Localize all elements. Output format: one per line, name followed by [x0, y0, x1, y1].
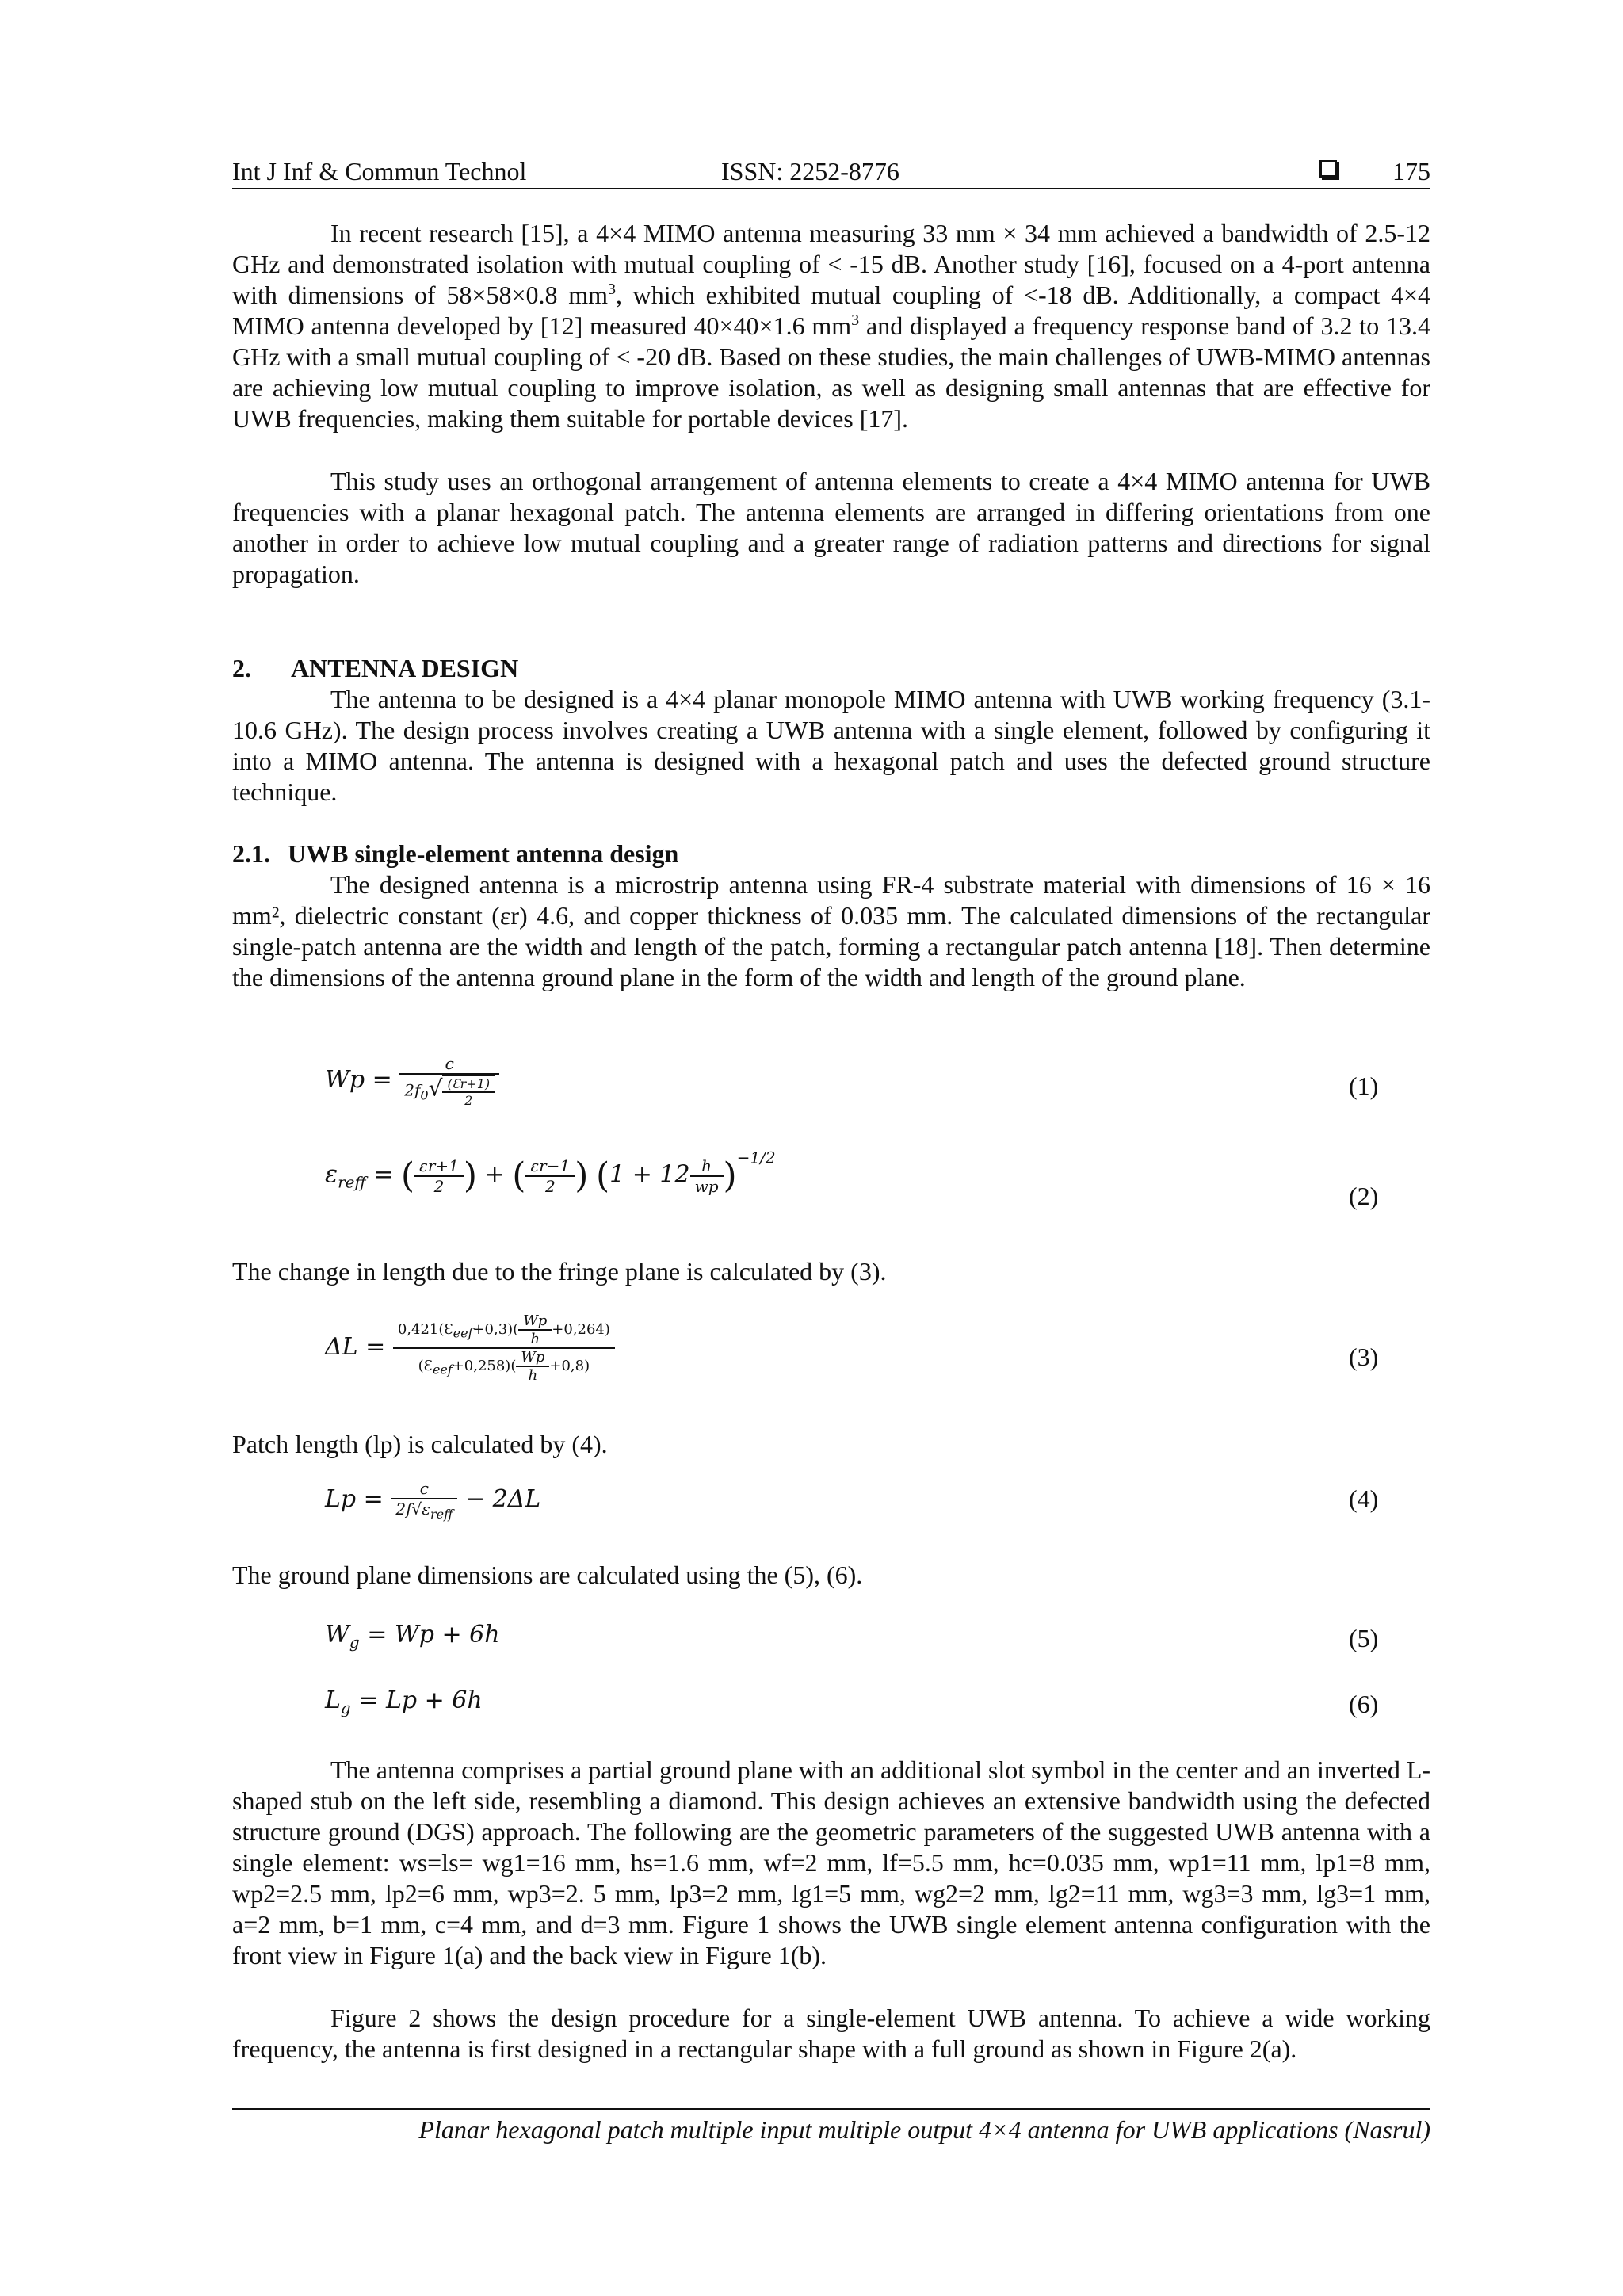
- geometry-paragraph: The antenna comprises a partial ground plane with an additional slot symbol in the center and an inverted L-shaped stub on the left side, resembling a diamond. This design achieves an extensive bandwidth using the defected structure ground (DGS) approach. The following are the geometric parameters of the suggested UWB antenna with a single element: ws=ls= wg1=16 mm, hs=1.6 mm, wf=2 mm, lf=5.5 mm, hc=0.035 mm, wp1=11 mm, lp1=8 mm, wp2=2.5 mm, lp2=6 mm, wp3=2. 5 mm, lp3=2 mm, lg1=5 mm, wg2=2 mm, lg2=11 mm, wg3=3 mm, lg3=1 mm, a=2 mm, b=1 mm, c=4 mm, and d=3 mm. Figure 1 shows the UWB single element antenna configuration with the front view in Figure 1(a) and the back view in Figure 1(b).: [232, 1755, 1431, 1969]
- equation-2: $\varepsilon_{reff}$ = ( $\frac{\varepsilon r+1}{2}$ ) + ( $\frac{\varepsilon r-1}{2}$ ) (1 + 12 $\frac{h}{wp}$ )$^{-1/2}$: [325, 1148, 776, 1196]
- eq1-sqrt-fraction: [442, 1075, 495, 1108]
- eq4-fraction: [391, 1479, 457, 1522]
- section-heading: [232, 653, 518, 684]
- eq2-t2-den: 2: [544, 1176, 556, 1196]
- eq1-numerator: c: [399, 1054, 499, 1075]
- equation-4-label: (4): [1349, 1484, 1379, 1513]
- eq1-sqrt-num: (Ɛr+1): [442, 1076, 495, 1093]
- eq3-den-inner-fraction: [516, 1349, 549, 1384]
- eq1-lhs: Wp =: [325, 1066, 392, 1094]
- equation-4: [325, 1479, 540, 1522]
- eq6-rhs: = Lp + 6h: [358, 1687, 483, 1714]
- eq6-lhs-sub: g: [340, 1698, 351, 1717]
- eq3-den-sub: eef: [432, 1362, 453, 1377]
- equation-6: [325, 1687, 483, 1717]
- sqrt-symbol: √: [428, 1075, 443, 1102]
- eq2-t3-num: h: [690, 1156, 724, 1177]
- eq3-fraction: [393, 1312, 615, 1384]
- equation-2-label: (2): [1349, 1182, 1379, 1210]
- eq3-lhs: ΔL =: [325, 1333, 386, 1361]
- intro-p1-c: and displayed a frequency response band of 3.2 to 13.4 GHz with a small mutual coupling of < -20 dB. Based on these studies, the main challenges of UWB-MIMO antennas are achieving low mutual coupling to improve isolation, as well as designing small antennas that are effective for UWB frequencies, making them suitable for portable devices [17].: [232, 311, 1431, 433]
- eq1-den-sub: 0: [420, 1087, 429, 1103]
- eq4-radicand-base: ε: [422, 1499, 430, 1519]
- superscript-3: 3: [851, 311, 860, 329]
- eq3-num-inner-fraction: [518, 1312, 552, 1347]
- eq1-denominator: [399, 1075, 499, 1108]
- eq4-numerator: c: [391, 1479, 457, 1499]
- figure2-paragraph: Figure 2 shows the design procedure for a single-element UWB antenna. To achieve a wide working frequency, the antenna is first designed in a rectangular shape with a full ground as shown in Figure 2(a).: [232, 2004, 1430, 2063]
- eq4-lhs: Lp =: [325, 1485, 384, 1513]
- intro-paragraph-2: This study uses an orthogonal arrangement of antenna elements to create a 4×4 MIMO antenna for UWB frequencies with a planar hexagonal patch. The antenna elements are arranged in differing orientations from one another in order to achieve low mutual coupling and a greater range of radiation patterns and directions for signal propagation.: [232, 467, 1430, 588]
- eq4-radicand-sub: reff: [430, 1507, 453, 1522]
- intro-p1-a: In recent research [15], a 4×4 MIMO antenna measuring 33 mm × 34 mm achieved a bandwidth of 2.5-12 GHz and demonstrated isolation with mutual coupling of < -15 dB. Another study [16], focused on a 4-port antenna with dimensions of 58×58×0.8 mm: [232, 219, 1430, 309]
- eq1-den-prefix: 2f: [404, 1080, 421, 1100]
- eq3-denominator: [393, 1349, 615, 1384]
- eq4-intro-text: Patch length (lp) is calculated by (4).: [232, 1430, 608, 1458]
- eq3-den-c: +0,8): [549, 1358, 590, 1374]
- eq2-exponent: −1/2: [736, 1148, 776, 1167]
- journal-name: Int J Inf & Commun Technol: [232, 157, 527, 185]
- eq4-tail: − 2ΔL: [464, 1485, 541, 1513]
- eq3-den-b: +0,258)(: [452, 1358, 517, 1374]
- subsection-heading: [232, 839, 678, 869]
- eq2-t3-prefix: 1 + 12: [609, 1160, 690, 1189]
- equation-3-label: (3): [1349, 1343, 1379, 1371]
- subsection-number: 2.1.: [232, 839, 270, 868]
- eq2-t3-den: wp: [694, 1176, 719, 1196]
- eq5-lhs-sub: g: [349, 1633, 360, 1652]
- intro-paragraph-1: [232, 218, 1430, 434]
- page-number: 175: [1392, 157, 1430, 185]
- eq1-fraction: [399, 1054, 499, 1108]
- eq6-lhs: L: [325, 1687, 341, 1714]
- eq2-plus: +: [484, 1160, 505, 1189]
- subsection-title: UWB single-element antenna design: [288, 839, 679, 868]
- eq2-term1: [414, 1156, 464, 1196]
- equation-1-label: (1): [1349, 1072, 1379, 1100]
- eq3-num-a: 0,421(Ɛ: [397, 1321, 453, 1338]
- equation-6-label: (6): [1349, 1690, 1379, 1718]
- sqrt-symbol: √: [411, 1499, 422, 1519]
- subsection-paragraph-1: The designed antenna is a microstrip antenna using FR-4 substrate material with dimensions of 16 × 16 mm², dielectric constant (εr) 4.6, and copper thickness of 0.035 mm. The calculated dimensions of the rectangular single-patch antenna are the width and length of the patch, forming a rectangular patch antenna [18]. Then determine the dimensions of the antenna ground plane in the form of the width and length of the ground plane.: [232, 870, 1430, 991]
- eq4-denominator: [391, 1499, 457, 1522]
- eq5-lhs: W: [325, 1621, 349, 1648]
- eq3-den-inner-num: Wp: [516, 1349, 549, 1367]
- eq3-den-a: (Ɛ: [418, 1358, 433, 1374]
- eq2-lhs: ε: [325, 1160, 338, 1189]
- eq56-intro-text: The ground plane dimensions are calculated using the (5), (6).: [232, 1561, 863, 1589]
- section-number: 2.: [232, 654, 251, 682]
- superscript-3: 3: [607, 281, 616, 298]
- eq4-radicand: [422, 1498, 453, 1522]
- eq2-term2: [525, 1156, 575, 1196]
- eq2-term3: [690, 1156, 724, 1196]
- eq3-den-inner-den: h: [528, 1367, 538, 1384]
- section-title: ANTENNA DESIGN: [291, 654, 519, 682]
- square-bullet-icon: [1319, 160, 1337, 178]
- equation-5: [325, 1621, 500, 1652]
- eq3-intro-text: The change in length due to the fringe plane is calculated by (3).: [232, 1257, 887, 1286]
- eq3-num-sub: eef: [453, 1325, 473, 1341]
- eq4-den-prefix: 2f: [395, 1499, 412, 1519]
- running-footer: Planar hexagonal patch multiple input multiple output 4×4 antenna for UWB applications (Nasrul): [418, 2115, 1430, 2144]
- eq3-num-inner-num: Wp: [518, 1312, 552, 1331]
- section2-paragraph: The antenna to be designed is a 4×4 planar monopole MIMO antenna with UWB working frequency (3.1-10.6 GHz). The design process involves creating a UWB antenna with a single element, followed by configuring it into a MIMO antenna. The antenna is designed with a hexagonal patch and uses the defected ground structure technique.: [232, 685, 1430, 806]
- eq5-rhs: = Wp + 6h: [367, 1621, 500, 1648]
- intro-p1-b: , which exhibited mutual coupling of <-18 dB. Additionally, a compact 4×4 MIMO antenna developed by [12] measured 40×40×1.6 mm: [232, 281, 1431, 340]
- equation-3: [325, 1312, 615, 1384]
- eq2-t2-num: εr−1: [525, 1156, 575, 1177]
- eq3-num-b: +0,3)(: [472, 1321, 519, 1338]
- equation-5-label: (5): [1349, 1624, 1379, 1652]
- eq3-num-inner-den: h: [530, 1331, 540, 1347]
- equation-1: [325, 1054, 499, 1108]
- eq2-t1-num: εr+1: [414, 1156, 464, 1177]
- header-rule: [232, 188, 1430, 189]
- footer-rule: [232, 2108, 1430, 2110]
- eq1-sqrt-den: 2: [464, 1093, 473, 1108]
- eq2-t1-den: 2: [433, 1176, 445, 1196]
- eq3-num-c: +0,264): [552, 1321, 610, 1338]
- eq3-numerator: [393, 1312, 615, 1349]
- eq2-lhs-sub: reff: [338, 1172, 366, 1192]
- issn: ISSN: 2252-8776: [721, 157, 899, 185]
- eq2-equals: =: [373, 1160, 394, 1189]
